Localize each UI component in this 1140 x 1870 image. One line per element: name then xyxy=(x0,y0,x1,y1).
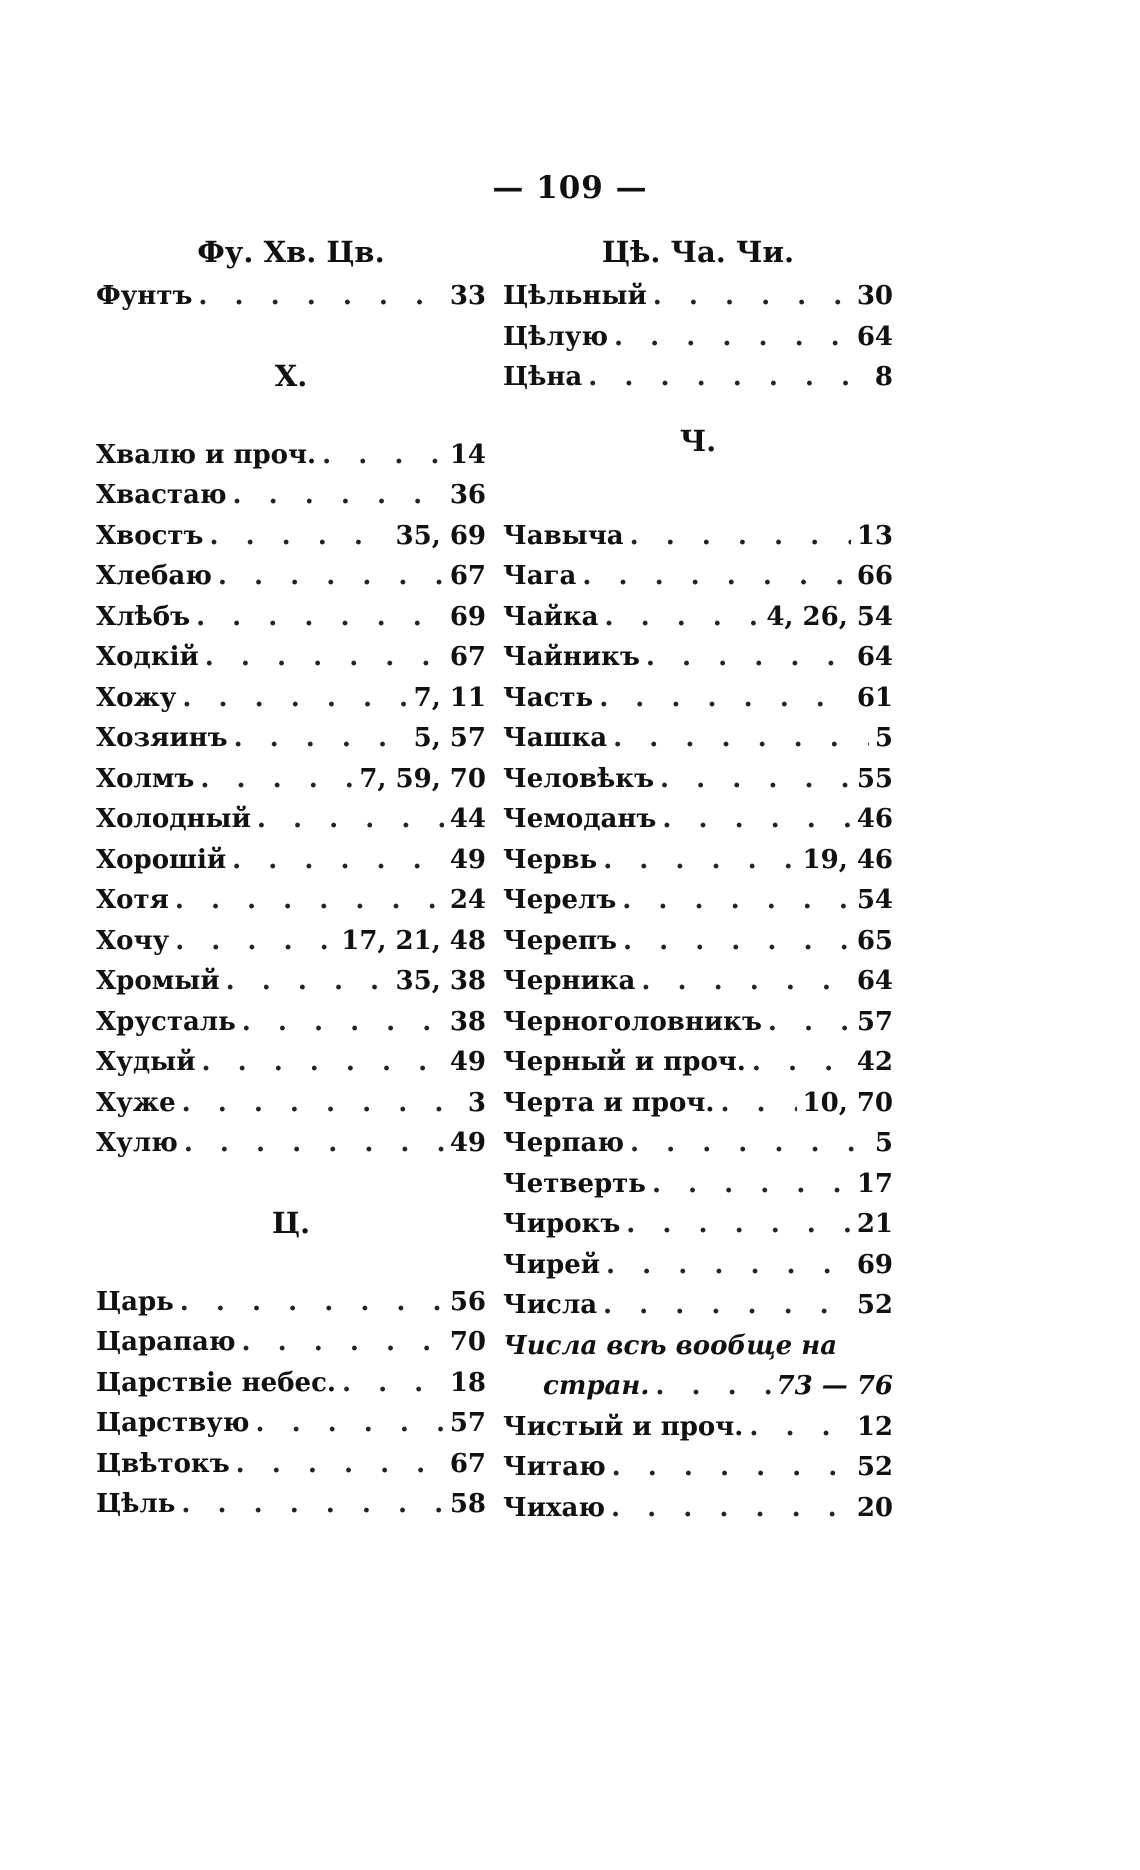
entry-pages: 3 xyxy=(467,1087,486,1118)
entry-word: Хочу xyxy=(96,925,170,956)
entry-pages: 73 — 76 xyxy=(776,1371,893,1401)
entry-pages: 5, 57 xyxy=(413,723,486,753)
entry-pages: 7, 11 xyxy=(413,682,486,713)
entry-word: Чавыча xyxy=(503,520,624,551)
index-entry xyxy=(503,799,893,840)
index-entry xyxy=(96,718,486,759)
index-entry xyxy=(96,961,486,1002)
dot-leader xyxy=(190,597,444,638)
index-entry xyxy=(96,1403,486,1444)
entry-pages: 18 xyxy=(449,1367,486,1398)
entry-pages: 52 xyxy=(856,1452,893,1482)
index-entry xyxy=(503,880,893,921)
index-entry xyxy=(503,921,893,962)
entry-word: Чирокъ xyxy=(503,1209,621,1239)
index-entry xyxy=(96,276,486,317)
entry-word: Хожу xyxy=(96,682,177,713)
entry-pages: 67 xyxy=(449,561,486,591)
entry-pages: 5 xyxy=(874,1128,893,1158)
entry-list xyxy=(96,276,486,317)
entry-pages: 14 xyxy=(449,439,486,470)
dot-leader xyxy=(227,475,444,516)
entry-word: Хромый xyxy=(96,966,220,996)
dot-leader xyxy=(176,678,407,719)
index-entry xyxy=(503,1002,893,1043)
dot-leader xyxy=(646,1164,851,1205)
entry-pages: 35, 38 xyxy=(395,966,486,996)
index-entry xyxy=(503,1285,893,1326)
entry-pages: 10, 70 xyxy=(802,1087,893,1118)
dot-leader xyxy=(196,1042,444,1083)
entry-pages: 12 xyxy=(856,1411,893,1442)
entry-pages: 58 xyxy=(449,1489,486,1519)
index-entry xyxy=(503,1366,893,1407)
entry-word: Чайникъ xyxy=(503,642,640,672)
entry-word: Чашка xyxy=(503,723,608,753)
index-entry xyxy=(503,718,893,759)
dot-leader xyxy=(616,880,851,921)
dot-leader xyxy=(606,1447,851,1488)
index-entry xyxy=(96,475,486,516)
dot-leader xyxy=(174,1282,444,1323)
entry-word: Хвалю и проч. xyxy=(96,439,317,470)
entry-list xyxy=(96,435,486,1164)
dot-leader xyxy=(178,1123,444,1164)
dot-leader xyxy=(647,276,851,317)
index-entry xyxy=(503,1245,893,1286)
dot-leader xyxy=(620,1204,851,1245)
dot-leader xyxy=(228,718,408,759)
index-entry xyxy=(96,435,486,476)
entry-pages: 49 xyxy=(449,1128,486,1158)
entry-word: стран. xyxy=(543,1371,650,1401)
entry-pages: 44 xyxy=(449,804,486,834)
entry-word: Черпаю xyxy=(503,1128,624,1158)
entry-pages: 42 xyxy=(856,1047,893,1077)
dot-leader xyxy=(656,799,850,840)
dot-leader xyxy=(192,276,443,317)
entry-word: Черный и проч. xyxy=(503,1047,746,1077)
dot-leader xyxy=(617,921,851,962)
index-column-right xyxy=(503,228,893,1528)
index-entry xyxy=(503,1488,893,1529)
entry-pages: 35, 69 xyxy=(395,520,486,551)
entry-word: Черника xyxy=(503,966,636,996)
index-entry xyxy=(96,597,486,638)
index-entry xyxy=(96,637,486,678)
dot-leader xyxy=(605,1488,851,1529)
dot-leader xyxy=(608,317,851,358)
entry-word: Хотя xyxy=(96,885,169,915)
index-entry xyxy=(503,961,893,1002)
dot-leader xyxy=(316,435,444,476)
entry-pages: 67 xyxy=(449,1448,486,1479)
index-column-left xyxy=(96,228,486,1525)
index-entry xyxy=(96,1322,486,1363)
index-entry xyxy=(96,1083,486,1124)
index-entry xyxy=(96,1444,486,1485)
index-entry xyxy=(503,516,893,557)
dot-leader xyxy=(746,1042,851,1083)
entry-pages: 57 xyxy=(449,1408,486,1438)
index-entry xyxy=(503,759,893,800)
entry-list xyxy=(503,1326,893,1407)
entry-word: Хуже xyxy=(96,1087,176,1118)
index-entry xyxy=(503,1083,893,1124)
entry-pages: 64 xyxy=(856,966,893,996)
index-entry xyxy=(96,1123,486,1164)
entry-word: Черепъ xyxy=(503,925,617,956)
column-header: Фу. Хв. Цв. xyxy=(197,235,385,269)
entry-word: Чирей xyxy=(503,1249,601,1280)
entry-pages: 4, 26, 54 xyxy=(766,601,893,632)
index-entry xyxy=(96,840,486,881)
dot-leader xyxy=(251,799,444,840)
entry-pages: 33 xyxy=(449,281,486,311)
entry-pages: 19, 46 xyxy=(802,844,893,875)
entry-pages: 21 xyxy=(856,1209,893,1239)
dot-leader xyxy=(743,1407,850,1448)
dot-leader xyxy=(597,840,796,881)
entry-list xyxy=(503,276,893,398)
dot-leader xyxy=(226,840,444,881)
entry-word: Хлебаю xyxy=(96,561,212,591)
dot-leader xyxy=(640,637,851,678)
entry-word: Цѣна xyxy=(503,362,583,392)
index-entry xyxy=(503,1164,893,1205)
index-entry xyxy=(503,1447,893,1488)
dot-leader xyxy=(169,921,335,962)
entry-word: Читаю xyxy=(503,1452,606,1482)
index-entry xyxy=(503,1204,893,1245)
dot-leader xyxy=(336,1363,444,1404)
entry-pages: 55 xyxy=(856,763,893,794)
dot-leader xyxy=(230,1444,444,1485)
index-entry xyxy=(503,1042,893,1083)
index-entry xyxy=(503,276,893,317)
index-entry xyxy=(503,678,893,719)
entry-word: Царапаю xyxy=(96,1327,236,1357)
entry-pages: 13 xyxy=(856,520,893,551)
entry-word: Чистый и проч. xyxy=(503,1411,744,1442)
entry-word: Цѣль xyxy=(96,1489,176,1519)
entry-word: Цвѣтокъ xyxy=(96,1448,230,1479)
dot-leader xyxy=(576,556,850,597)
entry-pages: 57 xyxy=(856,1006,893,1037)
dot-leader xyxy=(714,1083,796,1124)
entry-pages: 36 xyxy=(449,480,486,510)
entry-word: Хлѣбъ xyxy=(96,601,191,632)
index-entry xyxy=(503,637,893,678)
entry-pages: 17 xyxy=(856,1168,893,1199)
entry-pages: 24 xyxy=(449,885,486,915)
dot-leader xyxy=(599,597,761,638)
dot-leader xyxy=(249,1403,443,1444)
index-entry xyxy=(96,1042,486,1083)
section-heading: Ч. xyxy=(679,423,717,458)
entry-word: Хрусталь xyxy=(96,1006,236,1037)
entry-pages: 67 xyxy=(449,642,486,672)
dot-leader xyxy=(624,1123,869,1164)
entry-word: Худый xyxy=(96,1047,196,1077)
dot-leader xyxy=(762,1002,851,1043)
entry-pages: 38 xyxy=(449,1006,486,1037)
index-entry xyxy=(503,1407,893,1448)
entry-pages: 30 xyxy=(856,281,893,311)
index-entry xyxy=(503,556,893,597)
entry-pages: 5 xyxy=(874,723,893,753)
index-entry xyxy=(96,759,486,800)
entry-word: Числа всѣ вообще на xyxy=(503,1330,838,1361)
index-entry xyxy=(96,678,486,719)
dot-leader xyxy=(624,516,851,557)
dot-leader xyxy=(635,961,850,1002)
index-entry xyxy=(96,921,486,962)
index-entry xyxy=(503,357,893,398)
dot-leader xyxy=(600,1245,851,1286)
index-entry xyxy=(96,1484,486,1525)
entry-pages: 65 xyxy=(856,925,893,956)
entry-pages: 61 xyxy=(856,682,893,713)
entry-word: Хорошій xyxy=(96,844,227,875)
entry-pages: 7, 59, 70 xyxy=(359,763,486,794)
entry-word: Часть xyxy=(503,682,594,713)
entry-pages: 66 xyxy=(856,561,893,591)
entry-pages: 46 xyxy=(856,804,893,834)
dot-leader xyxy=(593,678,851,719)
dot-leader xyxy=(199,637,444,678)
dot-leader xyxy=(176,1083,462,1124)
index-entry xyxy=(503,317,893,358)
page-number: — 109 — xyxy=(492,170,648,206)
entry-word: Царствую xyxy=(96,1408,250,1438)
section-heading: Ц. xyxy=(271,1205,311,1240)
dot-leader xyxy=(607,718,869,759)
index-entry xyxy=(96,799,486,840)
index-entry xyxy=(96,1363,486,1404)
entry-list xyxy=(96,1282,486,1525)
dot-leader xyxy=(597,1285,851,1326)
entry-word: Хозяинъ xyxy=(96,723,228,753)
entry-pages: 20 xyxy=(856,1492,893,1523)
entry-word: Черелъ xyxy=(503,885,617,915)
entry-word: Чайка xyxy=(503,601,599,632)
entry-word: Чага xyxy=(503,561,577,591)
index-entry xyxy=(503,1326,893,1367)
entry-word: Цѣльный xyxy=(503,281,647,311)
entry-word: Фунтъ xyxy=(96,281,193,311)
entry-word: Хвастаю xyxy=(96,480,227,510)
entry-pages: 49 xyxy=(449,844,486,875)
dot-leader xyxy=(212,556,444,597)
entry-word: Хулю xyxy=(96,1128,178,1158)
index-entry xyxy=(503,840,893,881)
entry-pages: 69 xyxy=(449,601,486,632)
index-entry xyxy=(96,1002,486,1043)
entry-pages: 70 xyxy=(449,1327,486,1357)
entry-word: Чемоданъ xyxy=(503,804,657,834)
dot-leader xyxy=(194,759,353,800)
entry-pages: 8 xyxy=(874,362,893,392)
dot-leader xyxy=(582,357,869,398)
entry-word: Ходкій xyxy=(96,642,199,672)
entry-pages: 54 xyxy=(856,885,893,915)
entry-word: Червь xyxy=(503,844,598,875)
entry-word: Черта и проч. xyxy=(503,1087,715,1118)
index-entry xyxy=(96,880,486,921)
entry-pages: 52 xyxy=(856,1290,893,1320)
entry-word: Холодный xyxy=(96,804,251,834)
dot-leader xyxy=(175,1484,443,1525)
entry-word: Черноголовникъ xyxy=(503,1006,762,1037)
entry-pages: 56 xyxy=(449,1286,486,1317)
entry-pages: 49 xyxy=(449,1047,486,1077)
entry-pages: 17, 21, 48 xyxy=(341,925,486,956)
dot-leader xyxy=(236,1322,444,1363)
dot-leader xyxy=(169,880,444,921)
entry-word: Числа xyxy=(503,1290,598,1320)
entry-word: Человѣкъ xyxy=(503,763,655,794)
entry-pages: 69 xyxy=(856,1249,893,1280)
entry-list xyxy=(503,1407,893,1529)
entry-word: Царствіе небес. xyxy=(96,1367,336,1398)
entry-word: Цѣлую xyxy=(503,321,609,352)
entry-word: Четверть xyxy=(503,1168,646,1199)
column-header: Цѣ. Ча. Чи. xyxy=(601,235,795,269)
index-entry xyxy=(503,1123,893,1164)
dot-leader xyxy=(203,516,389,557)
entry-list xyxy=(503,516,893,1326)
index-entry xyxy=(96,1282,486,1323)
entry-word: Царь xyxy=(96,1286,174,1317)
section-heading: Х. xyxy=(274,358,308,393)
dot-leader xyxy=(654,759,851,800)
entry-word: Хвостъ xyxy=(96,520,204,551)
entry-word: Холмъ xyxy=(96,763,195,794)
index-entry xyxy=(96,556,486,597)
index-entry xyxy=(96,516,486,557)
dot-leader xyxy=(236,1002,444,1043)
index-entry xyxy=(503,597,893,638)
entry-pages: 64 xyxy=(856,642,893,672)
entry-word: Чихаю xyxy=(503,1492,606,1523)
dot-leader xyxy=(220,961,390,1002)
entry-pages: 64 xyxy=(856,321,893,352)
